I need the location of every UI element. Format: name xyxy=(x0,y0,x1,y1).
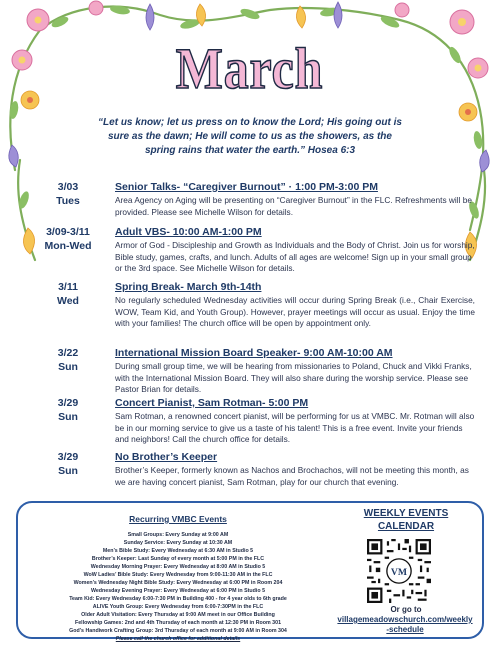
event-content xyxy=(115,396,475,446)
recurring-event-line: ALIVE Youth Group: Every Wednesday from 6:00-7:30PM in the FLC xyxy=(92,604,264,610)
recurring-events-note: Please call the church office for additional details xyxy=(115,636,241,642)
event-date: 3/29 xyxy=(57,397,79,409)
recurring-event-line: God’s Handiwork Crafting Group: 3rd Thursday of each month at 9:00 AM in Room 304 xyxy=(69,628,287,634)
page-title: March xyxy=(175,36,324,101)
qr-code[interactable] xyxy=(367,539,431,603)
event-day: Mon-Wed xyxy=(44,240,92,252)
recurring-events-list xyxy=(18,531,338,643)
weekly-schedule-link[interactable] xyxy=(322,615,488,635)
event-day: Sun xyxy=(58,411,78,423)
recurring-event-line: Sunday Service: Every Sunday at 10:30 AM xyxy=(123,540,233,546)
event-content xyxy=(115,450,475,488)
recurring-event-line: Men’s Bible Study: Every Wednesday at 6:30 AM in Studio 5 xyxy=(102,548,254,554)
event-date-block xyxy=(36,225,100,253)
event-content xyxy=(115,180,475,218)
weekly-schedule-link-line[interactable]: -schedule xyxy=(386,625,424,634)
qr-logo-text: VM xyxy=(390,566,408,578)
event-date-block xyxy=(36,346,100,374)
recurring-event-line: Fellowship Games: 2nd and 4th Thursday of each month at 12:30 PM in Room 301 xyxy=(74,620,282,626)
recurring-event-line: WoW Ladies’ Bible Study: Every Wednesday from 9:00-11:30 AM in the FLC xyxy=(83,572,273,578)
event-date: 3/03 xyxy=(57,181,79,193)
weekly-events-heading xyxy=(336,507,476,533)
weekly-events-title-line: CALENDAR xyxy=(377,521,435,532)
recurring-events-box xyxy=(16,501,484,642)
recurring-event-line: Team Kid: Every Wednesday 6:00-7:30 PM in Building 400 - for 4 year olds to 6th grade xyxy=(69,596,287,602)
event-description: During small group time, we will be hearing from missionaries to Poland, Chuck and Vikki Franks, with the International Mission Board. They will also share during the worship service. Please see Pastor Brian for details. xyxy=(115,361,472,394)
event-date: 3/29 xyxy=(57,451,79,463)
weekly-schedule-link-line[interactable]: villagemeadowschurch.com/weekly xyxy=(337,615,473,624)
weekly-events-title-line: WEEKLY EVENTS xyxy=(363,508,449,519)
event-description: Brother’s Keeper, formerly known as Nachos and Brochachos, will not be meeting this month, as we are having concert pianist, Sam Rotman, play for our church that evening. xyxy=(115,465,469,487)
event-description: Area Agency on Aging will be presenting on “Caregiver Burnout” in the FLC. Refreshments will be provided. Please see Michelle Wilson for details. xyxy=(115,195,472,217)
event-content xyxy=(115,225,475,275)
event-day: Sun xyxy=(58,361,78,373)
event-title: Senior Talks- “Caregiver Burnout” · 1:00 PM-3:00 PM xyxy=(115,181,378,193)
recurring-event-line: Small Groups: Every Sunday at 9:00 AM xyxy=(127,532,229,538)
recurring-event-line: Brother’s Keeper: Last Sunday of every month at 5:00 PM in the FLC xyxy=(91,556,265,562)
recurring-events-title: Recurring VMBC Events xyxy=(129,514,227,524)
event-description: Armor of God - Discipleship and Growth as Individuals and the Body of Christ. Join us for worship, Bible study, games, crafts, and lunch. Adults of all ages are welcome! Sign up in your small group or the 3rd space. See Michelle Wilson for details. xyxy=(115,240,475,273)
event-date: 3/11 xyxy=(58,281,78,293)
event-date: 3/22 xyxy=(57,347,79,359)
event-content xyxy=(115,346,475,396)
event-title: Spring Break- March 9th-14th xyxy=(115,281,262,293)
or-go-to-label: Or go to xyxy=(390,605,422,614)
event-date: 3/09-3/11 xyxy=(46,226,90,238)
event-description: No regularly scheduled Wednesday activities will occur during Spring Break (i.e., Chair Exercise, WOW, Team Kid, and Youth Group). However, prayer meetings will occur as usual. Enjoy the time with your families! The church office will be open by appointment only. xyxy=(115,295,475,328)
event-title: Concert Pianist, Sam Rotman- 5:00 PM xyxy=(115,397,309,409)
event-content xyxy=(115,280,475,330)
recurring-event-line: Women’s Wednesday Night Bible Study: Every Wednesday at 6:00 PM in Room 204 xyxy=(73,580,283,586)
recurring-event-line: Wednesday Morning Prayer: Every Wednesday at 8:00 AM in Studio 5 xyxy=(90,564,266,570)
event-date-block xyxy=(36,280,100,308)
event-title: Adult VBS- 10:00 AM-1:00 PM xyxy=(115,226,262,238)
event-day: Wed xyxy=(57,295,79,307)
event-day: Sun xyxy=(58,465,78,477)
recurring-event-line: Older Adult Visitation: Every Thursday at 9:00 AM meet in our Office Building xyxy=(81,612,275,618)
event-date-block xyxy=(36,450,100,478)
event-title: International Mission Board Speaker- 9:00 AM-10:00 AM xyxy=(115,347,393,359)
event-title: No Brother’s Keeper xyxy=(115,451,218,463)
scripture-verse: “Let us know; let us press on to know the Lord; His going out is sure as the dawn; He will come to us as the showers, as the spring rains that water the earth.” Hosea 6:3 xyxy=(98,117,402,156)
event-date-block xyxy=(36,180,100,208)
recurring-event-line: Wednesday Evening Prayer: Every Wednesday at 6:00 PM in Studio 5 xyxy=(90,588,266,594)
event-date-block xyxy=(36,396,100,424)
event-day: Tues xyxy=(56,195,80,207)
event-description: Sam Rotman, a renowned concert pianist, will be performing for us at VMBC. Mr. Rotman will also be in our morning service to give us a taste of his talent! This is a free event. Invite your friends and neighbors! Call the church office for details. xyxy=(115,411,475,444)
